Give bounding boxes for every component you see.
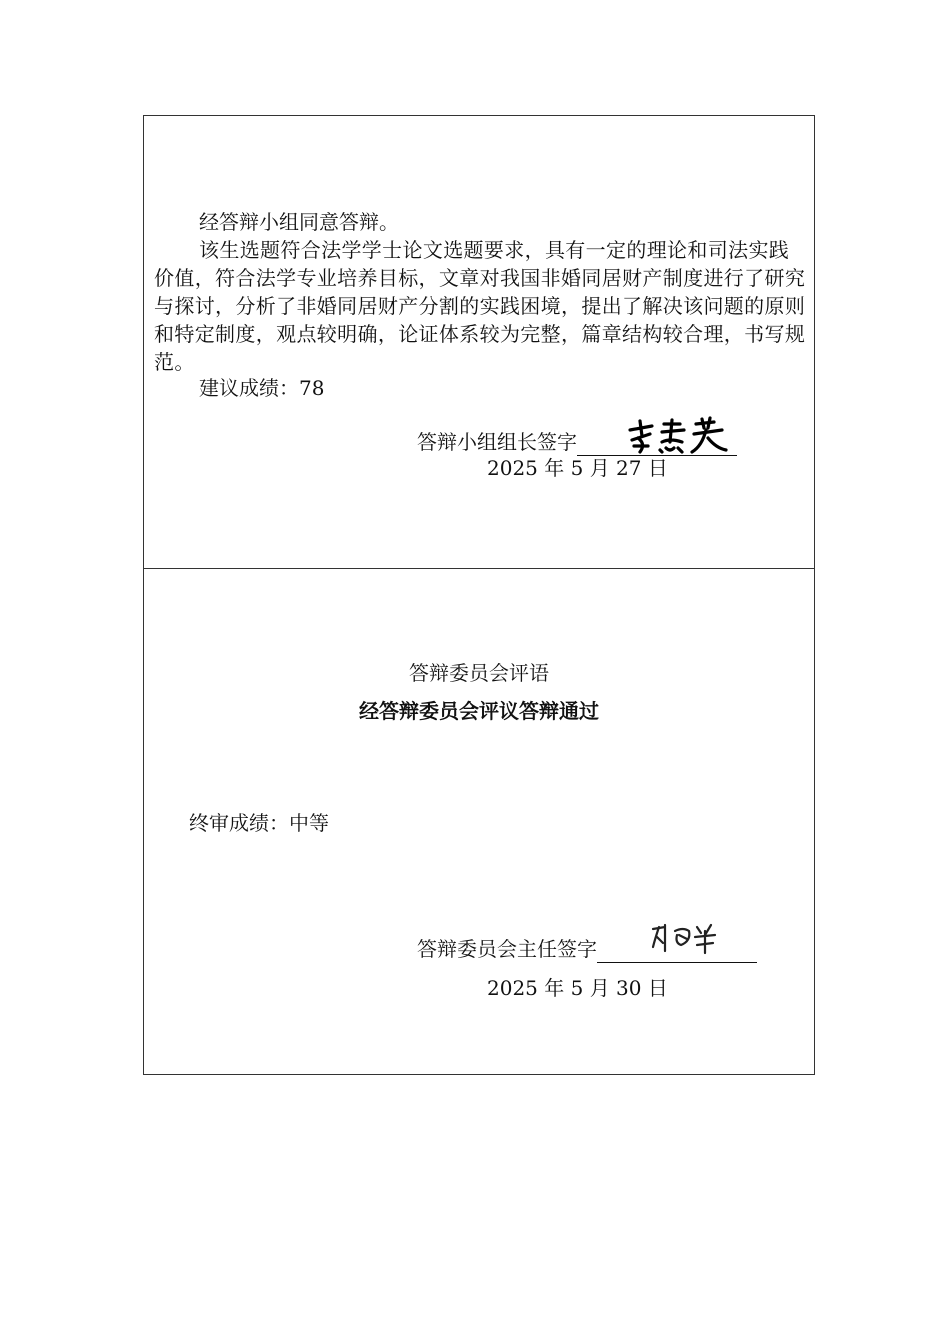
- group-date: 2025 年 5 月 27 日: [487, 456, 668, 480]
- leader-handwritten-signature: [626, 416, 731, 456]
- group-consent-text: 经答辩小组同意答辩。: [199, 210, 399, 234]
- defense-group-section: [144, 116, 814, 569]
- committee-verdict: 经答辩委员会评议答辩通过: [359, 699, 599, 723]
- suggested-grade: 建议成绩：78: [199, 376, 325, 400]
- chair-sign-label: 答辩委员会主任签字: [417, 937, 597, 961]
- committee-section: [144, 569, 814, 1074]
- final-grade: 终审成绩：中等: [189, 811, 329, 835]
- group-comment-text: 该生选题符合法学学士论文选题要求，具有一定的理论和司法实践价值，符合法学专业培养目标，文章对我国非婚同居财产制度进行了研究与探讨，分析了非婚同居财产分割的实践困境，提出了解决该问题的原则和特定制度，观点较明确，论证体系较为完整，篇章结构较合理，书写规范。: [154, 238, 806, 374]
- committee-heading: 答辩委员会评语: [409, 661, 549, 685]
- committee-date: 2025 年 5 月 30 日: [487, 976, 668, 1000]
- chair-handwritten-signature: [649, 921, 721, 957]
- leader-sign-label: 答辩小组组长签字: [417, 430, 577, 454]
- evaluation-form-table: [143, 115, 815, 1075]
